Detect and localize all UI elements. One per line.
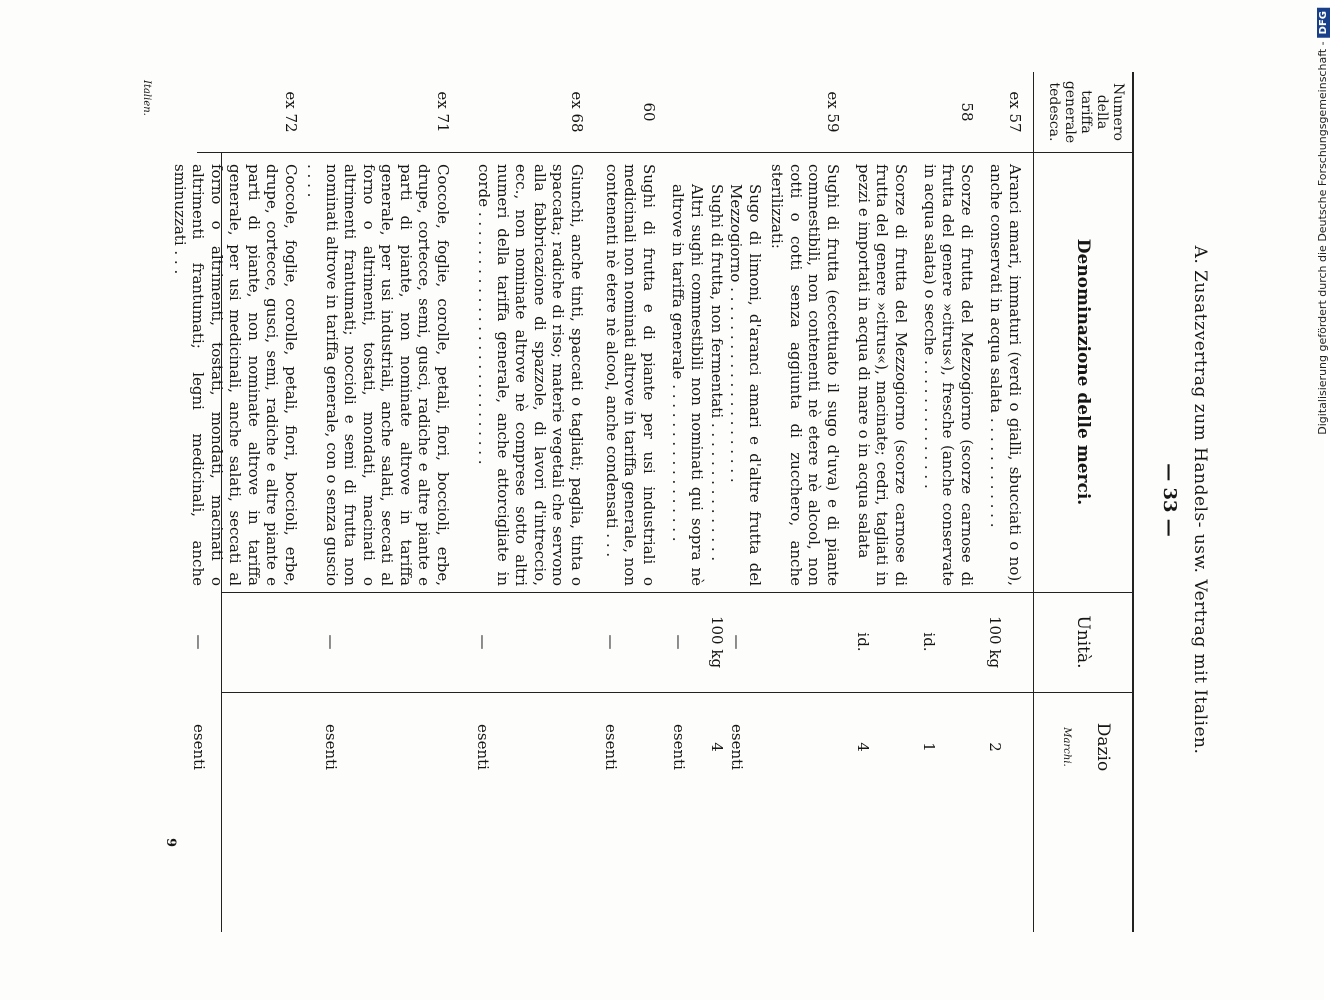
row-description: Altri sughi commestibili non nominati qui sopra nè altrove in tariffa generale . . . . . . . . . . . . . . . . .: [669, 184, 706, 586]
header-currency: Marchi.: [1061, 727, 1072, 767]
row-description: Coccole, foglie, corolle, petali, fiori, boccioli, erbe, drupe, cortecce, semi, gusci, radiche e altre piante e parti di piante, non nominate altrove in tariffa generale, per usi industriali, anche salati, seccati al forno o altrimenti, tostati, mondati, macinati o altrimenti frantumati; noccioli e semi di frutta non nominati altrove in tariffa generale, con o senza guscio . . . .: [304, 164, 452, 586]
row-number: ex 59: [824, 91, 842, 133]
row-duty: esenti: [322, 724, 340, 770]
row-duty: 4: [708, 742, 726, 752]
table-bottom-rule: [221, 152, 222, 932]
header-rule: [1033, 72, 1034, 932]
row-unit: 100 kg: [986, 615, 1004, 669]
page-number: — 33 —: [1159, 463, 1180, 537]
header-description: Denominazione delle merci.: [1073, 238, 1093, 506]
row-number: ex 57: [1006, 91, 1024, 133]
header-duty: Dazio: [1093, 722, 1113, 772]
digitization-note: Digitalisierung gefördert durch die Deutsche Forschungsgemeinschaft -: [1316, 41, 1329, 435]
row-unit: —: [602, 634, 620, 650]
dfg-logo: DFG: [1317, 8, 1330, 37]
row-description: Scorze di frutta del Mezzogiorno (scorze carnose di frutta del genere »citrus«), fresche (anche conservate in acqua salata) o secche . . . . . . . . . . . . . .: [921, 164, 976, 586]
header-number: Numero della tariffa generale tedesca.: [1045, 80, 1126, 144]
row-description: Sughi di frutta e di piante per usi industriali o medicinali non nominati altrove in tariffa generale, non contenenti nè etere nè alcool, anche condensati . . .: [603, 164, 658, 587]
row-number: ex 71: [434, 91, 452, 133]
column-divider: [197, 152, 1132, 153]
row-description: Sughi di frutta, non fermentati . . . . . . . . . . . . . . .: [708, 184, 726, 562]
row-number: ex 68: [568, 91, 586, 133]
row-unit: —: [190, 634, 208, 650]
row-description: Sugo di limoni, d'aranci amari e d'altre frutta del Mezzogiorno . . . . . . . . . . . . . . . . . . . . .: [727, 184, 764, 586]
row-duty: 4: [854, 742, 872, 752]
row-duty: esenti: [474, 724, 492, 770]
row-description: Sughi di frutta (eccettuato il sugo d'uva) e di piante commestibili, non contenenti nè etere nè alcool, non cotti o cotti senza aggiunta di zucchero, anche sterilizzati:: [768, 164, 842, 586]
tariff-table: [171, 72, 1134, 932]
header-unit: Unità.: [1073, 615, 1093, 669]
row-description: Scorze di frutta del Mezzogiorno (scorze carnose di frutta del genere »citrus«), macinate; cedri, tagliati in pezzi e importati in acqua di mare o in acqua salata: [855, 164, 910, 586]
digitization-credit: [1316, 8, 1330, 435]
rotated-document-sheet: [92, 60, 1232, 940]
row-duty: esenti: [190, 724, 208, 770]
row-unit: 100 kg: [708, 615, 726, 669]
row-duty: esenti: [728, 724, 746, 770]
row-unit: id.: [920, 632, 938, 652]
row-duty: 1: [920, 742, 938, 752]
row-duty: esenti: [670, 724, 688, 770]
row-number: 60: [640, 102, 658, 122]
footer-country: Italien.: [141, 80, 152, 116]
row-unit: —: [322, 634, 340, 650]
row-description: Aranci amari, immaturi (verdi o gialli, sbucciati o no), anche conservati in acqua salata . . . . . . . . . . . .: [987, 164, 1024, 586]
row-description: Coccole, foglie, corolle, petali, fiori, boccioli, erbe, drupe, cortecce, gusci, semi, radiche e altre piante e parti di piante, non nominate altrove in tariffa generale, per usi medicinali, anche salati, seccati al forno o altrimenti, tostati, mondati, macinati o altrimenti frantumati; legni medicinali, anche sminuzzati . . .: [171, 164, 300, 586]
signature-mark: 9: [163, 838, 178, 848]
running-head: A. Zusatzvertrag zum Handels- usw. Vertrag mit Italien.: [1190, 245, 1210, 755]
row-unit: —: [670, 634, 688, 650]
row-unit: —: [728, 634, 746, 650]
row-unit: —: [474, 634, 492, 650]
row-unit: id.: [854, 632, 872, 652]
row-duty: 2: [986, 742, 1004, 752]
row-duty: esenti: [602, 724, 620, 770]
row-number: 58: [958, 102, 976, 122]
row-description: Giunchi, anche tinti, spaccati o tagliati; paglia, tinta o spaccata; radiche di riso; materie vegetali che servono alla fabbricazione di spazzole, di lavori d'intreccio, ecc., non nominate altrove nè comprese sotto altri numeri della tariffa generale, anche attorcigliate in corde . . . . . . . . . . . . . . . . . . . . . . . . . . .: [475, 164, 586, 586]
row-number: ex 72: [282, 91, 300, 133]
